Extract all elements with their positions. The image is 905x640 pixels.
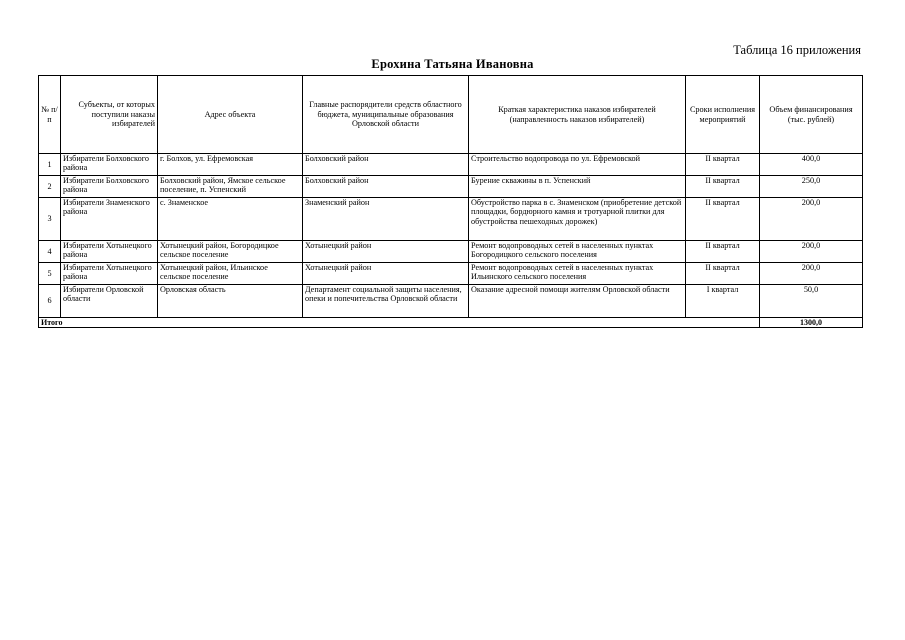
orders-table: [38, 75, 863, 328]
row-manager: Болховский район: [303, 176, 469, 198]
row-num: 4: [39, 241, 61, 263]
row-manager: Болховский район: [303, 154, 469, 176]
row-subject: Избиратели Болховского района: [61, 154, 158, 176]
row-description: Строительство водопровода по ул. Ефремовской: [469, 154, 686, 176]
row-period: II квартал: [686, 241, 760, 263]
row-subject: Избиратели Знаменского района: [61, 198, 158, 241]
deputy-name: Ерохина Татьяна Ивановна: [371, 57, 534, 71]
header-amount: Объем финансирования (тыс. рублей): [760, 76, 863, 154]
row-amount: 250,0: [760, 176, 863, 198]
header-subject: Субъекты, от которых поступили наказы избирателей: [61, 76, 158, 154]
total-label: Итого: [39, 318, 760, 328]
total-row: [39, 318, 863, 328]
row-address: Орловская область: [158, 285, 303, 318]
header-num: № п/п: [39, 76, 61, 154]
total-amount: 1300,0: [760, 318, 863, 328]
row-period: I квартал: [686, 285, 760, 318]
row-num: 2: [39, 176, 61, 198]
row-period: II квартал: [686, 263, 760, 285]
row-manager: Хотынецкий район: [303, 263, 469, 285]
table-row: [39, 154, 863, 176]
table-row: [39, 241, 863, 263]
table-row: [39, 198, 863, 241]
row-address: Болховский район, Ямское сельское поселение, п. Успенский: [158, 176, 303, 198]
appendix-label: Таблица 16 приложения: [733, 43, 861, 57]
header-address: Адрес объекта: [158, 76, 303, 154]
row-period: II квартал: [686, 198, 760, 241]
row-address: г. Болхов, ул. Ефремовская: [158, 154, 303, 176]
row-num: 3: [39, 198, 61, 241]
row-manager: Знаменский район: [303, 198, 469, 241]
row-amount: 200,0: [760, 263, 863, 285]
row-subject: Избиратели Орловской области: [61, 285, 158, 318]
header-period: Сроки исполнения мероприятий: [686, 76, 760, 154]
row-subject: Избиратели Хотынецкого района: [61, 263, 158, 285]
table-row: [39, 263, 863, 285]
row-description: Оказание адресной помощи жителям Орловской области: [469, 285, 686, 318]
table-row: [39, 176, 863, 198]
row-manager: Хотынецкий район: [303, 241, 469, 263]
row-address: с. Знаменское: [158, 198, 303, 241]
row-period: II квартал: [686, 154, 760, 176]
table-row: [39, 285, 863, 318]
row-amount: 200,0: [760, 241, 863, 263]
row-subject: Избиратели Болховского района: [61, 176, 158, 198]
row-num: 6: [39, 285, 61, 318]
row-description: Ремонт водопроводных сетей в населенных пунктах Богородицкого сельского поселения: [469, 241, 686, 263]
row-subject: Избиратели Хотынецкого района: [61, 241, 158, 263]
row-amount: 400,0: [760, 154, 863, 176]
row-address: Хотынецкий район, Ильинское сельское поселение: [158, 263, 303, 285]
row-description: Обустройство парка в с. Знаменском (приобретение детской площадки, бордюрного камня и тротуарной плитки для обустройства пешеходных дорожек): [469, 198, 686, 241]
row-manager: Департамент социальной защиты населения, опеки и попечительства Орловской области: [303, 285, 469, 318]
row-num: 5: [39, 263, 61, 285]
row-num: 1: [39, 154, 61, 176]
row-amount: 50,0: [760, 285, 863, 318]
table-header-row: [39, 76, 863, 154]
row-period: II квартал: [686, 176, 760, 198]
header-managers: Главные распорядители средств областного бюджета, муниципальные образования Орловской области: [303, 76, 469, 154]
header-description: Краткая характеристика наказов избирателей (направленность наказов избирателей): [469, 76, 686, 154]
row-address: Хотынецкий район, Богородицкое сельское поселение: [158, 241, 303, 263]
row-amount: 200,0: [760, 198, 863, 241]
row-description: Ремонт водопроводных сетей в населенных пунктах Ильинского сельского поселения: [469, 263, 686, 285]
row-description: Бурение скважины в п. Успенский: [469, 176, 686, 198]
